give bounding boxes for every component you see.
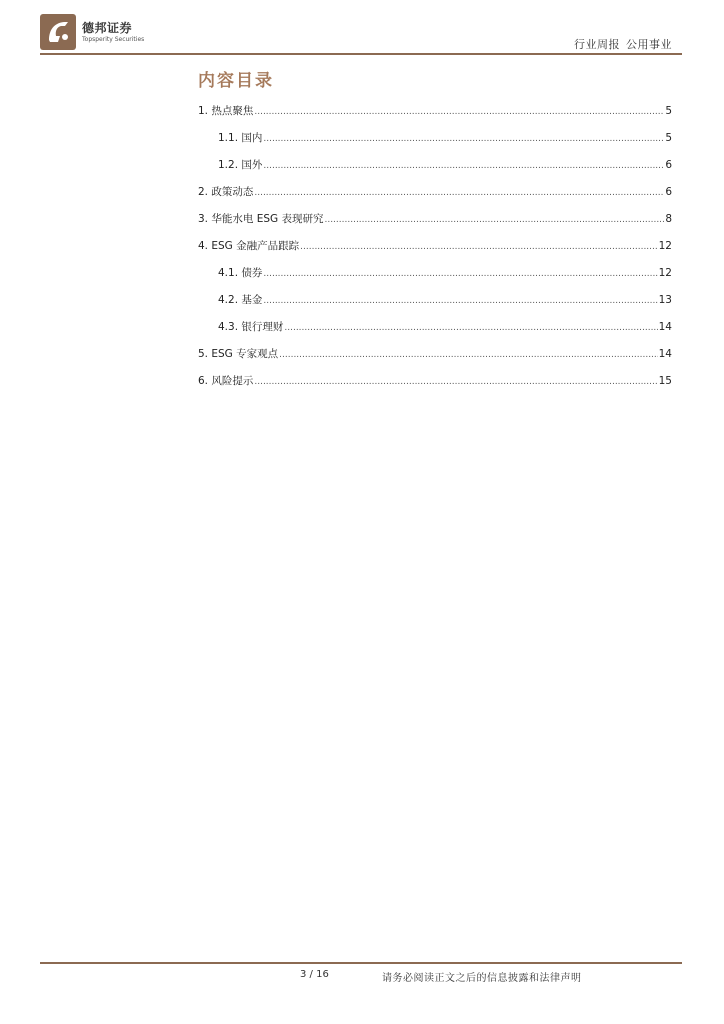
toc-entry[interactable] (198, 130, 672, 157)
logo-mark-icon (40, 14, 76, 50)
toc-entry-label: 4.3. 银行理财 (218, 321, 284, 333)
toc-entry-page: 12 (658, 240, 672, 252)
toc-entry[interactable] (198, 292, 672, 319)
toc-entry-page: 6 (665, 159, 672, 171)
toc-leader-dots (324, 215, 664, 225)
page-indicator: 3 / 16 (300, 969, 329, 980)
toc-entry[interactable] (198, 373, 672, 400)
report-type: 行业周报 (574, 38, 620, 51)
footer-divider (40, 962, 682, 964)
toc-entry-page: 15 (658, 375, 672, 387)
toc-entry-page: 6 (665, 186, 672, 198)
toc-entry-page: 13 (658, 294, 672, 306)
toc-entry-label: 4.1. 债券 (218, 267, 263, 279)
toc-entry-label: 1.2. 国外 (218, 159, 263, 171)
toc-leader-dots (263, 296, 657, 306)
header-divider (40, 53, 682, 55)
toc-entry-label: 5. ESG 专家观点 (198, 348, 279, 360)
industry-name: 公用事业 (626, 38, 672, 51)
toc-entry[interactable] (198, 265, 672, 292)
toc-entry-page: 14 (658, 321, 672, 333)
report-category (574, 36, 672, 52)
toc-entry[interactable] (198, 238, 672, 265)
toc-entry-page: 5 (665, 132, 672, 144)
toc-entry-label: 2. 政策动态 (198, 186, 254, 198)
toc-entry-label: 1. 热点聚焦 (198, 105, 254, 117)
toc-entry[interactable] (198, 211, 672, 238)
toc-entry-label: 1.1. 国内 (218, 132, 263, 144)
toc-entry-label: 4. ESG 金融产品跟踪 (198, 240, 300, 252)
toc-leader-dots (263, 269, 657, 279)
brand-name-cn: 德邦证券 (82, 21, 133, 35)
table-of-contents (198, 103, 672, 400)
brand-name-en: Topsperity Securities (82, 36, 145, 43)
company-logo (40, 14, 160, 50)
toc-entry[interactable] (198, 319, 672, 346)
toc-leader-dots (284, 323, 657, 333)
toc-entry-page: 8 (665, 213, 672, 225)
toc-title: 内容目录 (198, 71, 274, 91)
toc-leader-dots (254, 377, 657, 387)
toc-leader-dots (254, 188, 664, 198)
toc-leader-dots (263, 134, 664, 144)
toc-entry-label: 4.2. 基金 (218, 294, 263, 306)
toc-entry-page: 5 (665, 105, 672, 117)
toc-leader-dots (279, 350, 657, 360)
toc-entry-page: 14 (658, 348, 672, 360)
toc-entry[interactable] (198, 184, 672, 211)
toc-entry-label: 3. 华能水电 ESG 表现研究 (198, 213, 324, 225)
toc-leader-dots (254, 107, 664, 117)
toc-entry-page: 12 (658, 267, 672, 279)
toc-entry[interactable] (198, 157, 672, 184)
toc-entry[interactable] (198, 103, 672, 130)
toc-leader-dots (263, 161, 664, 171)
toc-entry-label: 6. 风险提示 (198, 375, 254, 387)
disclaimer-note: 请务必阅读正文之后的信息披露和法律声明 (382, 973, 582, 984)
toc-leader-dots (300, 242, 657, 252)
toc-entry[interactable] (198, 346, 672, 373)
